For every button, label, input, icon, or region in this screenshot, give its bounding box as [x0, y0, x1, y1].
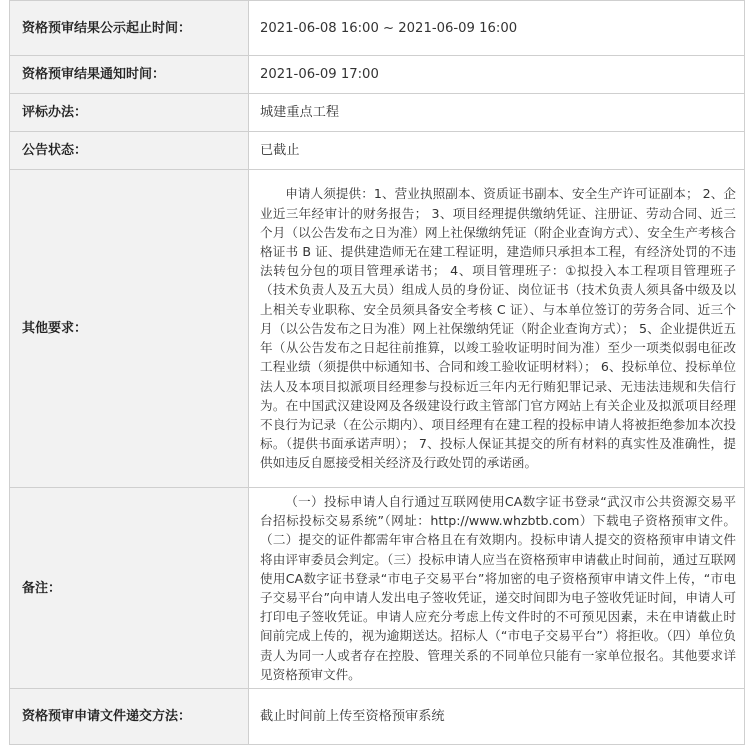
table-row — [10, 1, 745, 56]
status-badge: 已截止 — [249, 132, 745, 170]
tender-info-table — [9, 0, 745, 745]
submission-method-value: 截止时间前上传至资格预审系统 — [249, 689, 745, 745]
evaluation-method-value: 城建重点工程 — [249, 94, 745, 132]
row-label-remarks: 备注： — [10, 488, 249, 689]
table-row — [10, 170, 745, 488]
table-row — [10, 94, 745, 132]
row-label-status: 公告状态： — [10, 132, 249, 170]
publicity-period-value: 2021-06-08 16:00 ~ 2021-06-09 16:00 — [249, 1, 745, 56]
remarks-cell — [249, 488, 745, 689]
row-label-evaluation-method: 评标办法： — [10, 94, 249, 132]
row-label-notify-time: 资格预审结果通知时间： — [10, 56, 249, 94]
notify-time-value: 2021-06-09 17:00 — [249, 56, 745, 94]
row-label-submission-method: 资格预审申请文件递交方法： — [10, 689, 249, 745]
row-label-publicity-period: 资格预审结果公示起止时间： — [10, 1, 249, 56]
other-requirements-text: 申请人须提供：1、营业执照副本、资质证书副本、安全生产许可证副本； 2、企业近三年经审计的财务报告； 3、项目经理提供缴纳凭证、注册证、劳动合同、近三个月（以公告发布之日为准）网上社保缴纳凭证（附企业查询方式）、安全生产考核合格证书 B 证、提供建造师无在建工程证明，建造师只承担本工程，有经济处罚的不违法转包分包的项目管理承诺书； 4、项目管理班子：①拟投入本工程项目管理班子（技术负责人及五大员）组成人员的身份证、岗位证书（技术负责人须具备中级及以上相关专业职称、安全员须具备安全考核 C 证）、与本单位签订的劳务合同、近三个月（以公告发布之日为准）网上社保缴纳凭证（附企业查询方式）； 5、企业提供近五年（从公告发布之日起往前推算，以竣工验收证明时间为准）至少一项类似弱电征改工程业绩（须提供中标通知书、合同和竣工验收证明材料）； 6、投标单位、投标单位法人及本项目拟派项目经理参与投标近三年内无行贿犯罪记录、无违法违规和失信行为。在中国武汉建设网及各级建设行政主管部门官方网站上有关企业及拟派项目经理不良行为记录（在公示期内）、项目经理有在建工程的投标申请人将被拒绝参加本次投标。（提供书面承诺声明）； 7、投标人保证其提交的所有材料的真实性及准确性，提供如违反自愿接受相关经济及行政处罚的承诺函。 — [260, 186, 736, 471]
table-row — [10, 689, 745, 745]
table-row — [10, 132, 745, 170]
row-label-other-requirements: 其他要求： — [10, 170, 249, 488]
table-row — [10, 56, 745, 94]
remarks-text: （一）投标申请人自行通过互联网使用CA数字证书登录“武汉市公共资源交易平台招标投标交易系统”（网址：http://www.whzbtb.com）下载电子资格预审文件。（二）提交的证件都需年审合格且在有效期内。投标申请人提交的资格预审申请文件将由评审委员会判定。（三）投标申请人应当在资格预审申请截止时间前，通过互联网使用CA数字证书登录“市电子交易平台”将加密的电子资格预审申请文件上传，“市电子交易平台”向申请人发出电子签收凭证，递交时间即为电子签收凭证时间，申请人可打印电子签收凭证。申请人应充分考虑上传文件时的不可预见因素，未在申请截止时间前完成上传的，视为逾期送达。招标人（“市电子交易平台”）将拒收。（四）单位负责人为同一人或者存在控股、管理关系的不同单位只能有一家单位报名。其他要求详见资格预审文件。 — [260, 494, 736, 682]
table-row — [10, 488, 745, 689]
other-requirements-cell — [249, 170, 745, 488]
